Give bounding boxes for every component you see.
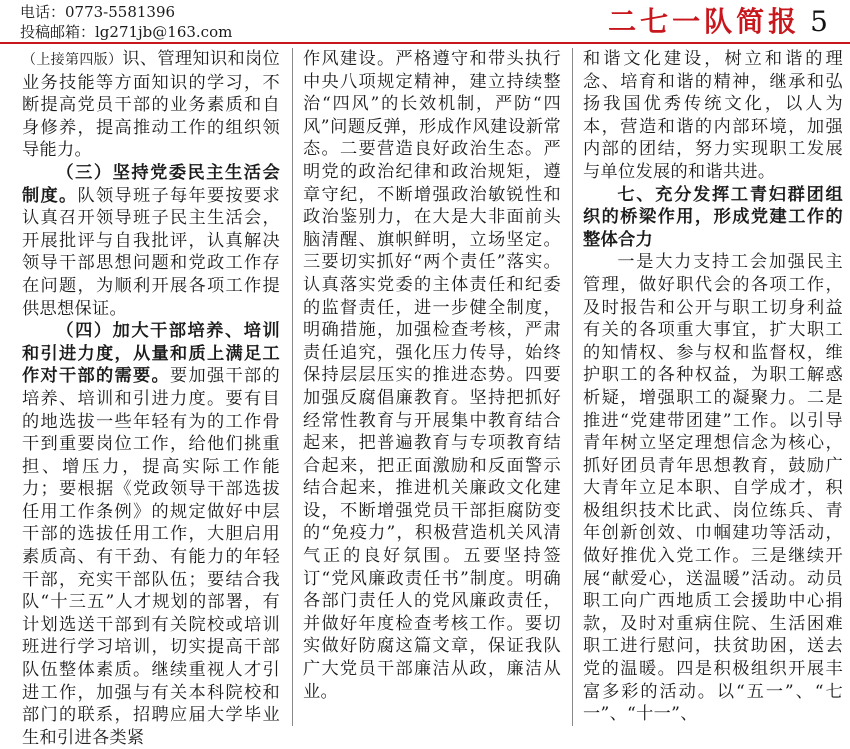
- contact-info: [20, 2, 232, 42]
- masthead-rule: [0, 42, 850, 44]
- article-column-1: [22, 48, 280, 748]
- title-block: [608, 0, 828, 40]
- section-heading: （四）加大干部培养、培训和引进力度，从量和质上满足工作对干部的需要。: [22, 321, 280, 387]
- phone-line: 电话：0773-5581396: [20, 3, 176, 21]
- paragraph-text: 识、管理知识和岗位业务技能等方面知识的学习，不断提高党员干部的业务素质和自身修养，提高推动工作的组织领导能力。: [22, 49, 280, 161]
- paragraph: [22, 162, 280, 320]
- column-divider: [292, 48, 293, 726]
- paragraph-text: 队领导班子每年要按要求认真召开领导班子民主生活会，开展批评与自我批评，认真解决领导干部思想问题和党政工作存在问题，为顺利开展各项工作提供思想保证。: [22, 185, 280, 319]
- paragraph-text: 作风建设。严格遵守和带头执行中央八项规定精神，建立持续整治“四风”的长效机制，严防“四风”问题反弹，形成作风建设新常态。二要营造良好政治生态。严明党的政治纪律和政治规矩，遵章守纪，不断增强政治敏锐性和政治鉴别力，在大是大非面前头脑清醒、旗帜鲜明，立场坚定。三要切实抓好“两个责任”落实。认真落实党委的主体责任和纪委的监督责任，进一步健全制度，明确措施，加强检查考核，严肃责任追究，强化压力传导，始终保持层层压实的推进态势。四要加强反腐倡廉教育。坚持把抓好经常性教育与开展集中教育结合起来，把普遍教育与专项教育结合起来，把正面激励和反面警示结合起来，推进机关廉政文化建设，不断增强党员干部拒腐防变的“免疫力”，积极营造机关风清气正的良好氛围。五要坚持签订“党风廉政责任书”制度。明确各部门责任人的党风廉政责任，并做好年度检查考核工作。要切实做好防腐这篇文章，保证我队广大党员干部廉洁从政，廉洁从业。: [303, 49, 561, 702]
- section-heading: 七、充分发挥工青妇群团组织的桥梁作用，形成党建工作的整体合力: [583, 184, 843, 250]
- paragraph-text: 一是大力支持工会加强民主管理，做好职代会的各项工作，及时报告和公开与职工切身利益有关的各项重大事宜，扩大职工的知情权、参与权和监督权，维护职工的各种权益，为职工解惑析疑，增强职工的凝聚力。二是推进“党建带团建”工作。以引导青年树立坚定理想信念为核心，抓好团员青年思想教育，鼓励广大青年立足本职、自学成才，积极组织技术比武、岗位练兵、青年创新创效、巾帼建功等活动，做好推优入党工作。三是继续开展“献爱心，送温暖”活动。动员职工向广西地质工会援助中心捐款，及时对重病住院、生活困难职工进行慰问，扶贫助困，送去党的温暖。四是积极组织开展丰富多彩的活动。以“五一”、“七一”、“十一”、: [583, 252, 843, 725]
- email-line: 投稿邮箱：lg271jb@163.com: [20, 23, 233, 41]
- paragraph: [22, 48, 280, 162]
- article-column-3: [583, 48, 843, 726]
- paragraph: [22, 320, 280, 749]
- column-divider: [572, 48, 573, 726]
- paragraph-text: 和谐文化建设，树立和谐的理念、培育和谐的精神，继承和弘扬我国优秀传统文化，以人为本，营造和谐的内部环境，加强内部的团结，努力实现职工发展与单位发展的和谐共进。: [583, 49, 843, 182]
- masthead: [0, 0, 850, 44]
- page-number: 5: [810, 5, 828, 38]
- section-heading: （三）坚持党委民主生活会制度。: [22, 162, 280, 206]
- article-column-2: [303, 48, 561, 726]
- paragraph-text: 要加强干部的培养、培训和引进力度。要有目的地选拔一些年轻有为的工作骨干到重要岗位工作，给他们挑重担、增压力，提高实际工作能力；要根据《党政领导干部选拔任用工作条例》的规定做好中层干部的选拔任用工作，大胆启用素质高、有干劲、有能力的年轻干部，充实干部队伍；要结合我队“十三五”人才规划的部署，有计划选送干部到有关院校或培训班进行学习培训，切实提高干部队伍整体素质。继续重视人才引进工作，加强与有关本科院校和部门的联系，招聘应届大学毕业生和引进各类紧: [22, 366, 280, 748]
- continuation-note: （上接第四版）: [22, 52, 123, 68]
- newsletter-title: 二七一队简报: [608, 5, 801, 38]
